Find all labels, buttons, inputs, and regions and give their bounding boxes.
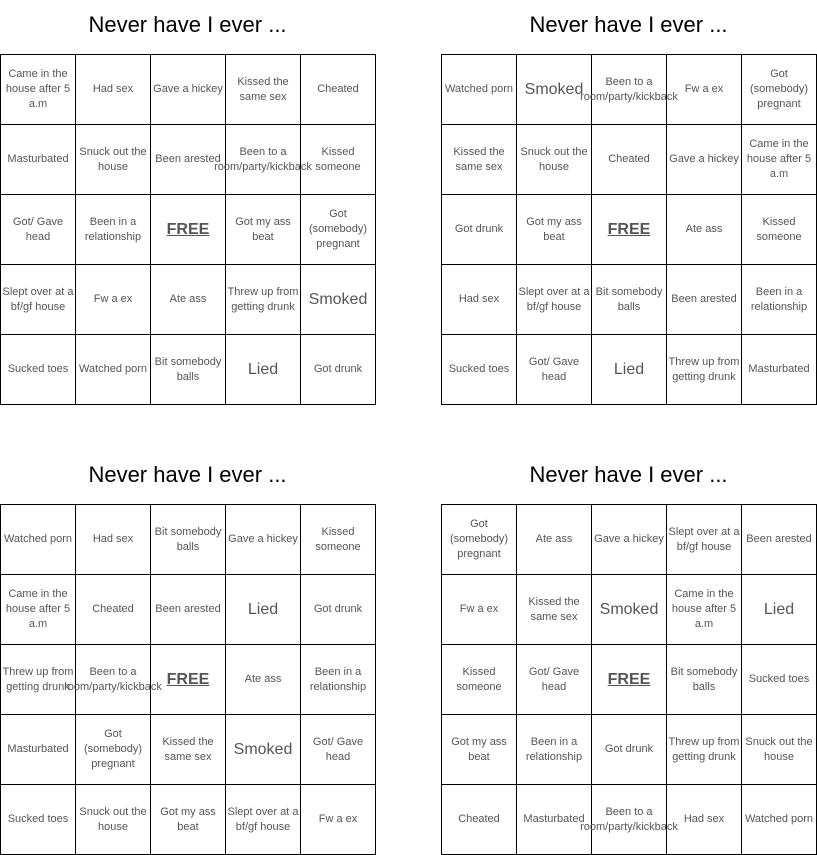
bingo-cell: Bit somebody balls: [667, 645, 742, 715]
bingo-cell: Snuck out the house: [76, 125, 151, 195]
card-title: Never have I ever ...: [529, 462, 728, 487]
bingo-cell: Lied: [226, 335, 301, 405]
bingo-cell: Fw a ex: [76, 265, 151, 335]
bingo-cell: Kissed the same sex: [151, 715, 226, 785]
bingo-cell: Fw a ex: [667, 55, 742, 125]
bingo-cell: Cheated: [76, 575, 151, 645]
bingo-cell: Kissed the same sex: [517, 575, 592, 645]
bingo-cell: Been to a room/party/kickback: [76, 645, 151, 715]
bingo-cell: Masturbated: [1, 125, 76, 195]
bingo-grid: [0, 54, 376, 405]
bingo-cell: Sucked toes: [1, 785, 76, 855]
bingo-cell: Fw a ex: [301, 785, 376, 855]
bingo-cell: Been arested: [742, 505, 817, 575]
bingo-cell: Lied: [742, 575, 817, 645]
bingo-cell: Bit somebody balls: [592, 265, 667, 335]
bingo-cell: Got my ass beat: [517, 195, 592, 265]
bingo-cell: Bit somebody balls: [151, 505, 226, 575]
bingo-cell: Ate ass: [667, 195, 742, 265]
bingo-cell: Ate ass: [151, 265, 226, 335]
bingo-cell: Been in a relationship: [742, 265, 817, 335]
bingo-cell: Smoked: [592, 575, 667, 645]
bingo-cell: Smoked: [517, 55, 592, 125]
bingo-cell: Masturbated: [1, 715, 76, 785]
free-space-cell: FREE: [151, 645, 226, 715]
bingo-cell: Kissed the same sex: [442, 125, 517, 195]
bingo-cell: Watched porn: [442, 55, 517, 125]
bingo-cell: Got drunk: [301, 335, 376, 405]
bingo-cell: Threw up from getting drunk: [1, 645, 76, 715]
bingo-cell: Cheated: [442, 785, 517, 855]
bingo-cell: Slept over at a bf/gf house: [667, 505, 742, 575]
free-space-cell: FREE: [592, 195, 667, 265]
bingo-cell: Watched porn: [742, 785, 817, 855]
bingo-cell: Fw a ex: [442, 575, 517, 645]
bingo-grid: [0, 504, 376, 855]
bingo-cell: Kissed someone: [301, 505, 376, 575]
bingo-cell: Been to a room/party/kickback: [592, 785, 667, 855]
bingo-cell: Snuck out the house: [76, 785, 151, 855]
bingo-cell: Been arested: [667, 265, 742, 335]
bingo-cell: Gave a hickey: [226, 505, 301, 575]
bingo-cell: Been in a relationship: [301, 645, 376, 715]
card-title: Never have I ever ...: [88, 12, 287, 37]
bingo-cell: Got/ Gave head: [517, 335, 592, 405]
bingo-cell: Threw up from getting drunk: [226, 265, 301, 335]
bingo-cell: Got drunk: [592, 715, 667, 785]
bingo-cell: Been arested: [151, 125, 226, 195]
bingo-cell: Been arested: [151, 575, 226, 645]
bingo-cell: Threw up from getting drunk: [667, 715, 742, 785]
bingo-cell: Sucked toes: [742, 645, 817, 715]
bingo-cell: Got my ass beat: [442, 715, 517, 785]
bingo-cell: Gave a hickey: [151, 55, 226, 125]
bingo-cell: Threw up from getting drunk: [667, 335, 742, 405]
card-title: Never have I ever ...: [88, 462, 287, 487]
bingo-cell: Got (somebody) pregnant: [742, 55, 817, 125]
bingo-cell: Came in the house after 5 a.m: [1, 55, 76, 125]
free-space-cell: FREE: [151, 195, 226, 265]
bingo-cell: Slept over at a bf/gf house: [1, 265, 76, 335]
bingo-cell: Watched porn: [1, 505, 76, 575]
bingo-cell: Kissed someone: [301, 125, 376, 195]
bingo-cell: Been in a relationship: [76, 195, 151, 265]
bingo-cell: Been in a relationship: [517, 715, 592, 785]
bingo-cell: Kissed someone: [442, 645, 517, 715]
bingo-cell: Had sex: [442, 265, 517, 335]
bingo-cell: Lied: [226, 575, 301, 645]
bingo-cell: Got drunk: [442, 195, 517, 265]
bingo-cell: Gave a hickey: [592, 505, 667, 575]
bingo-grid: [441, 54, 817, 405]
bingo-cell: Snuck out the house: [742, 715, 817, 785]
bingo-cell: Slept over at a bf/gf house: [226, 785, 301, 855]
bingo-cell: Ate ass: [517, 505, 592, 575]
bingo-cell: Been to a room/party/kickback: [226, 125, 301, 195]
bingo-cell: Cheated: [592, 125, 667, 195]
bingo-cell: Sucked toes: [1, 335, 76, 405]
bingo-cell: Came in the house after 5 a.m: [667, 575, 742, 645]
bingo-cell: Been to a room/party/kickback: [592, 55, 667, 125]
bingo-cell: Snuck out the house: [517, 125, 592, 195]
bingo-cell: Got (somebody) pregnant: [301, 195, 376, 265]
bingo-cell: Masturbated: [517, 785, 592, 855]
bingo-cell: Bit somebody balls: [151, 335, 226, 405]
bingo-cell: Kissed someone: [742, 195, 817, 265]
bingo-cell: Got/ Gave head: [1, 195, 76, 265]
bingo-cell: Got my ass beat: [226, 195, 301, 265]
bingo-cell: Lied: [592, 335, 667, 405]
bingo-cell: Got my ass beat: [151, 785, 226, 855]
bingo-cell: Got/ Gave head: [517, 645, 592, 715]
bingo-cell: Sucked toes: [442, 335, 517, 405]
bingo-cell: Got (somebody) pregnant: [442, 505, 517, 575]
card-title: Never have I ever ...: [529, 12, 728, 37]
bingo-cell: Came in the house after 5 a.m: [742, 125, 817, 195]
bingo-cell: Gave a hickey: [667, 125, 742, 195]
bingo-cell: Smoked: [226, 715, 301, 785]
bingo-cell: Cheated: [301, 55, 376, 125]
bingo-cell: Had sex: [76, 505, 151, 575]
bingo-cell: Got drunk: [301, 575, 376, 645]
bingo-cell: Got/ Gave head: [301, 715, 376, 785]
bingo-cell: Masturbated: [742, 335, 817, 405]
bingo-cell: Slept over at a bf/gf house: [517, 265, 592, 335]
bingo-cell: Had sex: [76, 55, 151, 125]
free-space-cell: FREE: [592, 645, 667, 715]
bingo-cell: Kissed the same sex: [226, 55, 301, 125]
bingo-cell: Smoked: [301, 265, 376, 335]
bingo-cell: Got (somebody) pregnant: [76, 715, 151, 785]
bingo-grid: [441, 504, 817, 855]
bingo-cell: Ate ass: [226, 645, 301, 715]
bingo-cell: Watched porn: [76, 335, 151, 405]
bingo-cell: Came in the house after 5 a.m: [1, 575, 76, 645]
bingo-cell: Had sex: [667, 785, 742, 855]
